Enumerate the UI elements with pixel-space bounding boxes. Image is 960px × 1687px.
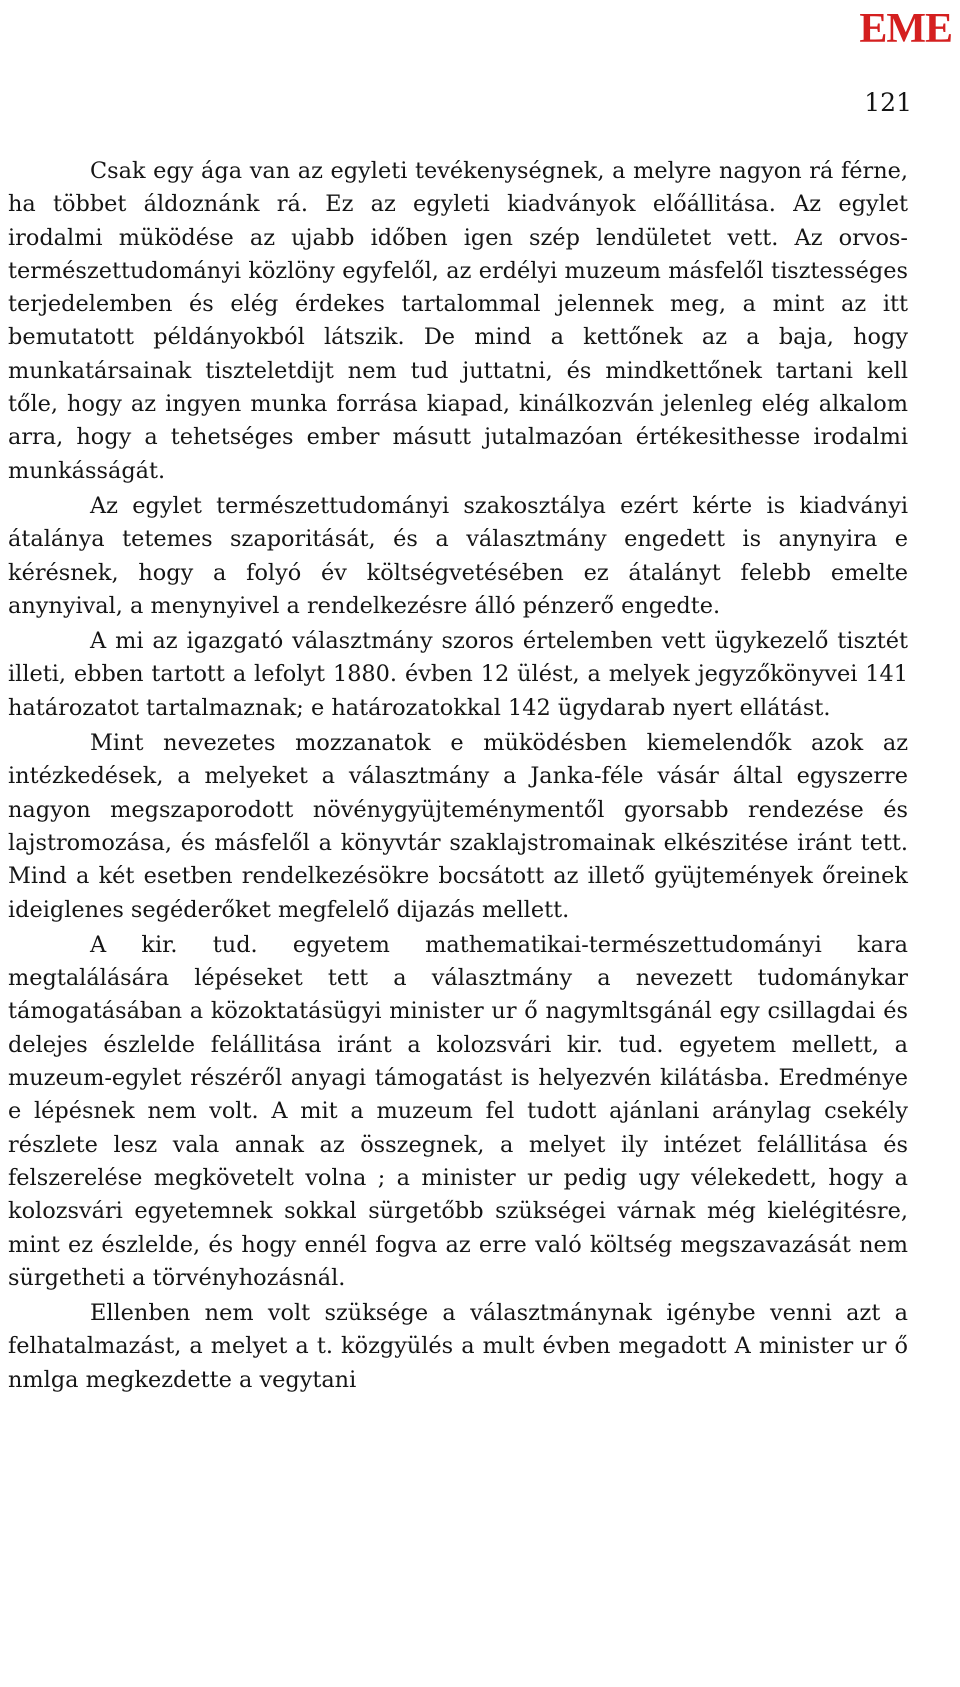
paragraph: Csak egy ága van az egyleti tevékenységnek, a melyre nagyon rá férne, ha többet áldoznánk rá. Ez az egyleti kiadványok előállitása. Az egylet irodalmi müködése az ujabb időben igen szép lendületet vett. Az orvos-természettudományi közlöny egyfelől, az erdélyi muzeum másfelől tisztességes terjedelemben és elég érdekes tartalommal jelennek meg, a mint az itt bemutatott példányokból látszik. De mind a kettőnek az a baja, hogy munkatársainak tiszteletdijt nem tud juttatni, és mindkettőnek tartani kell tőle, hogy az ingyen munka forrása kiapad, kinálkozván jelenleg elég alkalom arra, hogy a tehetséges ember másutt jutalmazóan értékesithesse irodalmi munkásságát.: [8, 158, 908, 484]
paragraph: Mint nevezetes mozzanatok e müködésben kiemelendők azok az intézkedések, a melyeket a választmány a Janka-féle vásár által egyszerre nagyon megszaporodott növénygyüjteménymentől gyorsabb rendezése és lajstromozása, és másfelől a könyvtár szaklajstromainak elkészitése iránt tett. Mind a két esetben rendelkezésökre bocsátott az illető gyüjtemények őreinek ideiglenes segéderőket megfelelő dijazás mellett.: [8, 730, 908, 923]
paragraph: Ellenben nem volt szüksége a választmánynak igénybe venni azt a felhatalmazást, a melyet a t. közgyülés a mult évben megadott A minister ur ő nmlga megkezdette a vegytani: [8, 1300, 908, 1393]
body-text: [8, 155, 908, 1399]
paragraph: A kir. tud. egyetem mathematikai-természettudományi kara megtalálására lépéseket tett a választmány a nevezett tudománykar támogatásában a közoktatásügyi minister ur ő nagymltsgánál egy csillagdai és delejes észlelde felállitása iránt a kolozsvári kir. tud. egyetem mellett, a muzeum-egylet részéről anyagi támogatást is helyezvén kilátásba. Eredménye e lépésnek nem volt. A mit a muzeum fel tudott ajánlani aránylag csekély részlete lesz vala annak az összegnek, a melyet ily intézet felállitása és felszerelése megkövetelt volna ; a minister ur pedig ugy vélekedett, hogy a kolozsvári egyetemnek sokkal sürgetőbb szükségei várnak még kielégitésre, mint ez észlelde, és hogy ennél fogva az erre való költség megszavazását nem sürgetheti a törvényhozásnál.: [8, 931, 908, 1291]
paragraph: Az egylet természettudományi szakosztálya ezért kérte is kiadványi átalánya tetemes szaporitását, és a választmány engedett is anynyira e kérésnek, hogy a folyó év költségvetésében ez átalányt felebb emelte anynyival, a menynyivel a rendelkezésre álló pénzerő engedte.: [8, 492, 908, 619]
page-number: 121: [864, 88, 912, 117]
eme-logo: EME: [859, 6, 952, 52]
paragraph: A mi az igazgató választmány szoros értelemben vett ügykezelő tisztét illeti, ebben tartott a lefolyt 1880. évben 12 ülést, a melyek jegyzőkönyvei 141 határozatot tartalmaznak; e határozatokkal 142 ügydarab nyert ellátást.: [8, 628, 908, 721]
